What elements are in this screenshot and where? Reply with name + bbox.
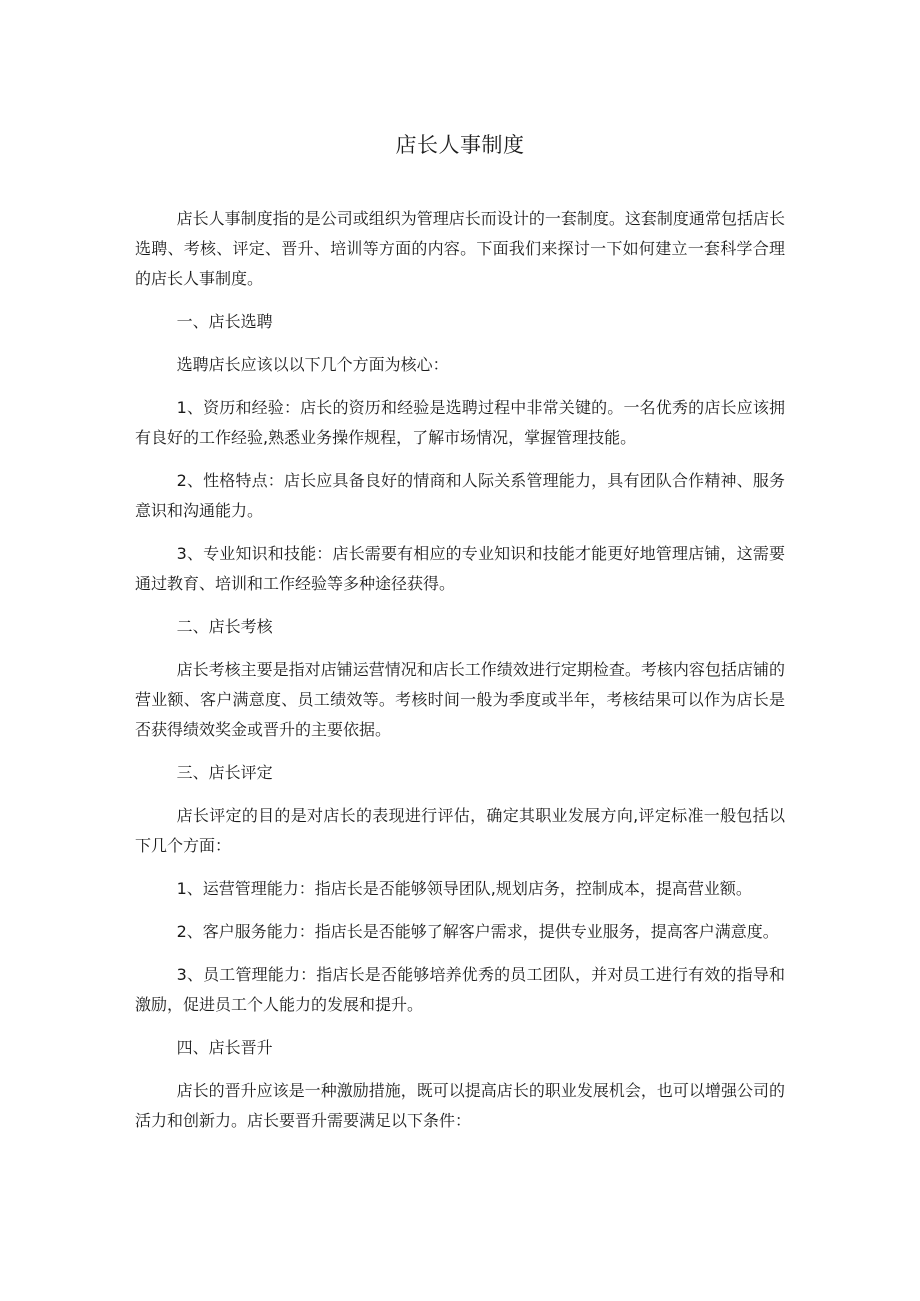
paragraph: 店长考核主要是指对店铺运营情况和店长工作绩效进行定期检查。考核内容包括店铺的营业额、客户满意度、员工绩效等。考核时间一般为季度或半年，考核结果可以作为店长是否获得绩效奖金或晋升的主要依据。 — [135, 660, 785, 739]
list-item: 1、运营管理能力：指店长是否能够领导团队,规划店务，控制成本，提高营业额。 — [176, 879, 752, 898]
section-heading-promotion: 四、店长晋升 — [176, 1038, 273, 1057]
paragraph-intro: 店长人事制度指的是公司或组织为管理店长而设计的一套制度。这套制度通常包括店长选聘、考核、评定、晋升、培训等方面的内容。下面我们来探讨一下如何建立一套科学合理的店长人事制度。 — [135, 209, 785, 288]
paragraph: 店长的晋升应该是一种激励措施，既可以提高店长的职业发展机会，也可以增强公司的活力和创新力。店长要晋升需要满足以下条件： — [135, 1081, 785, 1130]
section-heading-assessment: 二、店长考核 — [176, 617, 273, 636]
list-item: 3、专业知识和技能：店长需要有相应的专业知识和技能才能更好地管理店铺，这需要通过教育、培训和工作经验等多种途径获得。 — [135, 544, 785, 593]
section-heading-selection: 一、店长选聘 — [176, 312, 273, 331]
list-item: 2、性格特点：店长应具备良好的情商和人际关系管理能力，具有团队合作精神、服务意识和沟通能力。 — [135, 471, 785, 520]
document-title: 店长人事制度 — [395, 133, 525, 157]
paragraph: 店长评定的目的是对店长的表现进行评估，确定其职业发展方向,评定标准一般包括以下几个方面： — [135, 806, 785, 855]
document-body — [135, 204, 785, 1149]
paragraph: 选聘店长应该以以下几个方面为核心： — [176, 355, 449, 374]
list-item: 3、员工管理能力：指店长是否能够培养优秀的员工团队，并对员工进行有效的指导和激励，促进员工个人能力的发展和提升。 — [135, 965, 785, 1014]
section-heading-evaluation: 三、店长评定 — [176, 763, 273, 782]
list-item: 2、客户服务能力：指店长是否能够了解客户需求，提供专业服务，提高客户满意度。 — [176, 922, 779, 941]
list-item: 1、资历和经验：店长的资历和经验是选聘过程中非常关键的。一名优秀的店长应该拥有良好的工作经验,熟悉业务操作规程，了解市场情况，掌握管理技能。 — [135, 398, 785, 447]
